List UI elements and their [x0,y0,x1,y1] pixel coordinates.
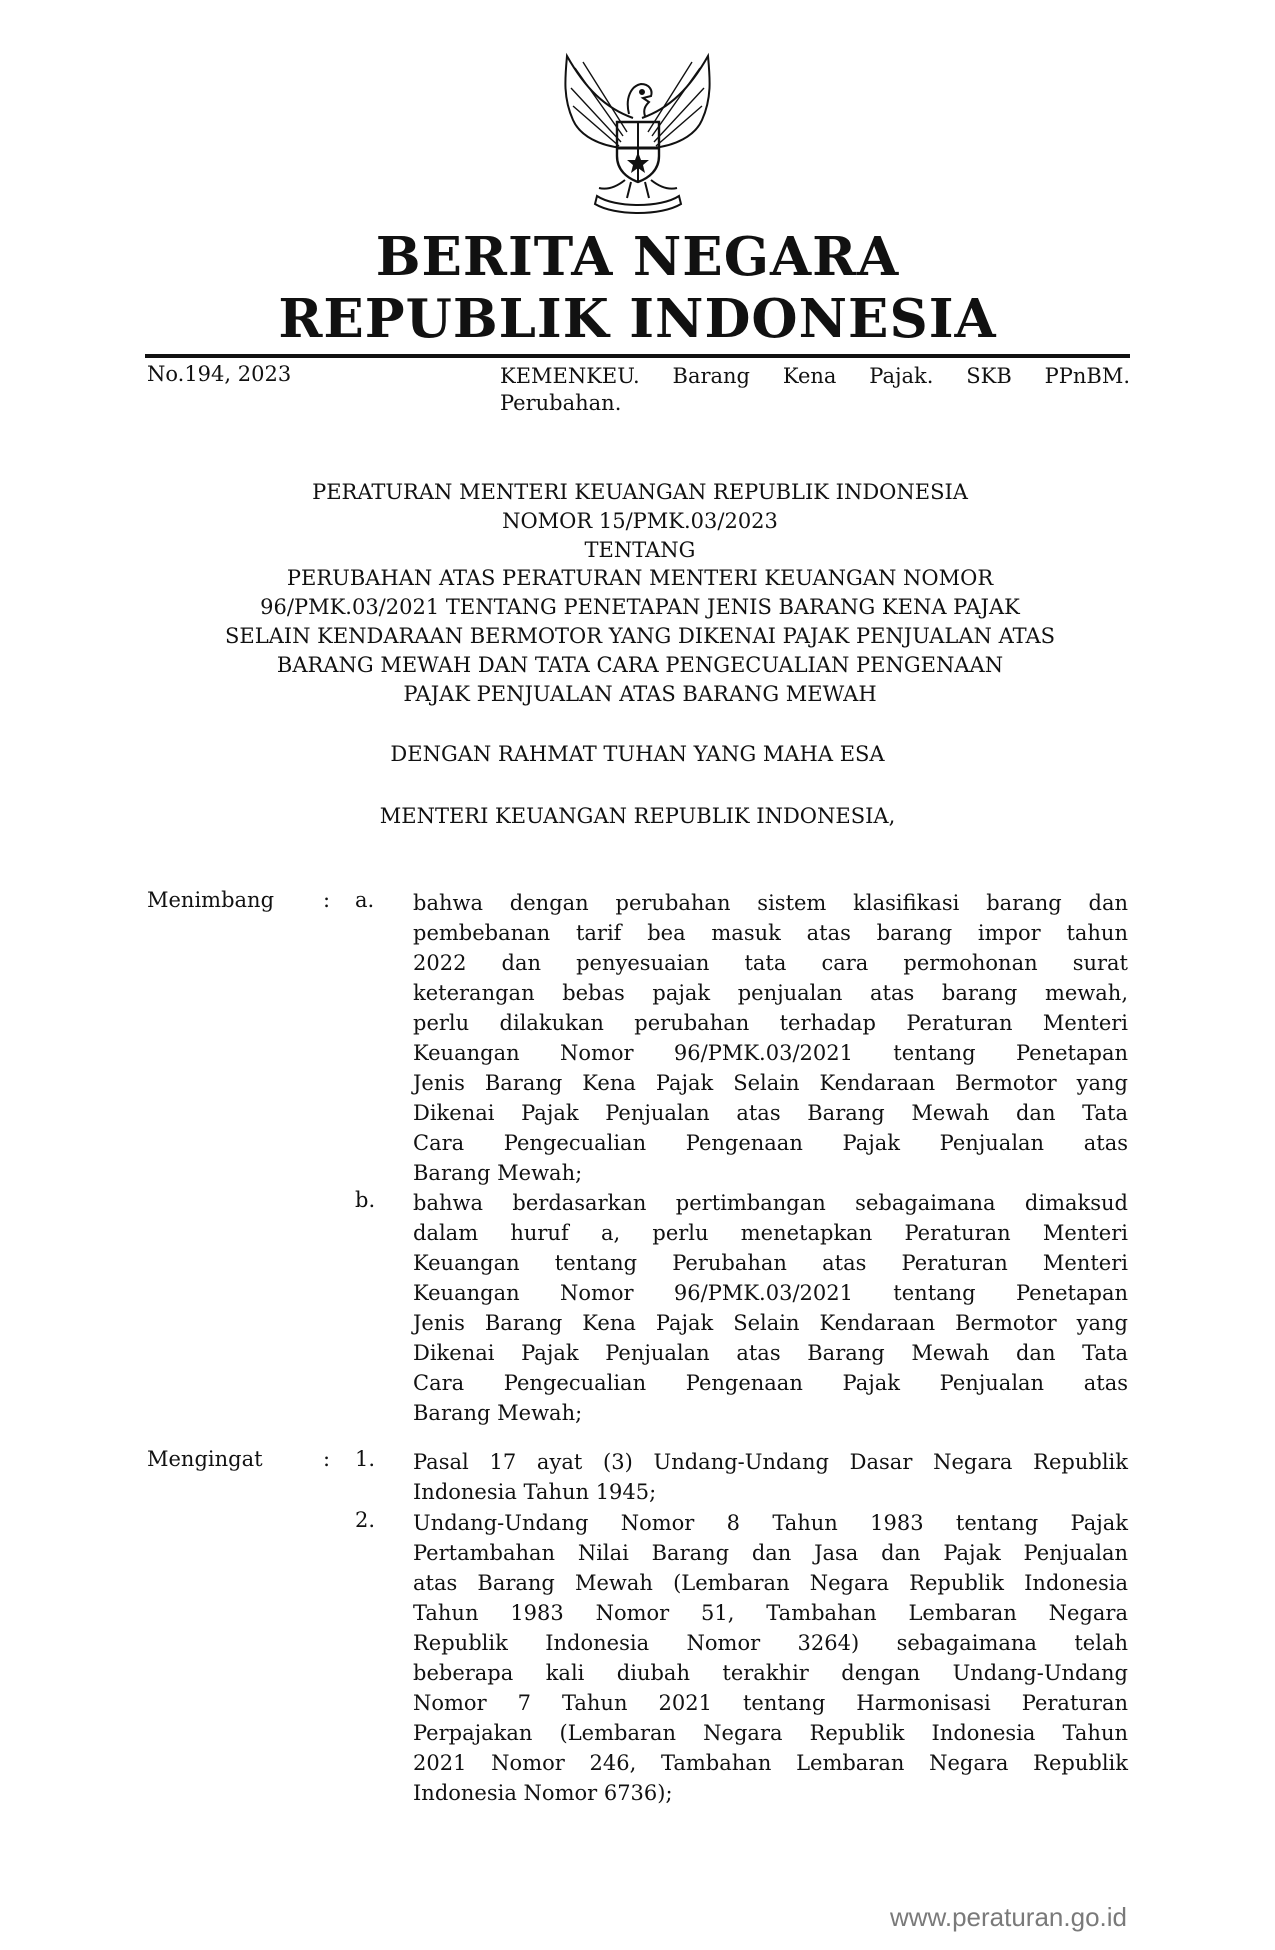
issuer: MENTERI KEUANGAN REPUBLIK INDONESIA, [379,804,896,828]
text-line: atas Barang Mewah (Lembaran Negara Republik Indonesia [413,1571,1128,1595]
menimbang-label: Menimbang [147,888,275,912]
title-line: SELAIN KENDARAAN BERMOTOR YANG DIKENAI PAJAK PENJUALAN ATAS [224,623,1056,648]
text-line: Perpajakan (Lembaran Negara Republik Indonesia Tahun [413,1721,1128,1745]
text-line: beberapa kali diubah terakhir dengan Undang-Undang [413,1661,1128,1685]
menimbang-item-number: a. [355,888,375,912]
text-line: Dikenai Pajak Penjualan atas Barang Mewah dan Tata [413,1341,1128,1365]
text-line: Indonesia Tahun 1945; [413,1480,657,1504]
title-line: PAJAK PENJUALAN ATAS BARANG MEWAH [403,681,877,706]
mengingat-item-2 [413,1508,1128,1808]
text-line: dalam huruf a, perlu menetapkan Peraturan Menteri [413,1221,1128,1245]
garuda-emblem [545,48,730,216]
masthead-subtitle: REPUBLIK INDONESIA [278,288,997,350]
invocation: DENGAN RAHMAT TUHAN YANG MAHA ESA [390,742,885,766]
text-line: Keuangan Nomor 96/PMK.03/2021 tentang Penetapan [413,1281,1128,1305]
regulation-title [140,478,1140,708]
menimbang-item-b [413,1188,1128,1428]
text-line: Republik Indonesia Nomor 3264) sebagaimana telah [413,1631,1128,1655]
header-divider [145,354,1130,358]
text-line: bahwa dengan perubahan sistem klasifikasi barang dan [413,891,1128,915]
gazette-subject: KEMENKEU. Barang Kena Pajak. SKB PPnBM. [500,364,1130,388]
text-line: Jenis Barang Kena Pajak Selain Kendaraan Bermotor yang [413,1071,1128,1095]
footer-url[interactable]: www.peraturan.go.id [889,1902,1127,1932]
title-line: 96/PMK.03/2021 TENTANG PENETAPAN JENIS BARANG KENA PAJAK [260,595,1020,620]
title-line: NOMOR 15/PMK.03/2023 [502,508,778,533]
text-line: perlu dilakukan perubahan terhadap Peraturan Menteri [413,1011,1128,1035]
text-line: Cara Pengecualian Pengenaan Pajak Penjualan atas [413,1131,1128,1155]
menimbang-item-a [413,888,1128,1188]
text-line: Keuangan Nomor 96/PMK.03/2021 tentang Penetapan [413,1041,1128,1065]
mengingat-item-number: 2. [355,1508,376,1532]
text-line: Jenis Barang Kena Pajak Selain Kendaraan Bermotor yang [413,1311,1128,1335]
title-line: BARANG MEWAH DAN TATA CARA PENGECUALIAN PENGENAAN [276,652,1004,677]
mengingat-colon: : [323,1447,331,1471]
text-line: pembebanan tarif bea masuk atas barang impor tahun [413,921,1128,945]
text-line: Indonesia Nomor 6736); [413,1781,673,1805]
text-line: Cara Pengecualian Pengenaan Pajak Penjualan atas [413,1371,1128,1395]
gazette-subject-continued: Perubahan. [500,391,622,415]
text-line: Barang Mewah; [413,1161,583,1185]
text-line: Nomor 7 Tahun 2021 tentang Harmonisasi Peraturan [413,1691,1128,1715]
text-line: Pasal 17 ayat (3) Undang-Undang Dasar Negara Republik [413,1450,1128,1474]
text-line: Dikenai Pajak Penjualan atas Barang Mewah dan Tata [413,1101,1128,1125]
mengingat-item-1 [413,1447,1128,1507]
text-line: 2022 dan penyesuaian tata cara permohonan surat [413,951,1128,975]
text-line: bahwa berdasarkan pertimbangan sebagaimana dimaksud [413,1191,1128,1215]
text-line: Tahun 1983 Nomor 51, Tambahan Lembaran Negara [413,1601,1128,1625]
menimbang-item-number: b. [355,1188,376,1212]
text-line: Undang-Undang Nomor 8 Tahun 1983 tentang Pajak [413,1511,1128,1535]
text-line: Barang Mewah; [413,1401,583,1425]
text-line: keterangan bebas pajak penjualan atas barang mewah, [413,981,1128,1005]
mengingat-item-number: 1. [355,1447,376,1471]
text-line: Pertambahan Nilai Barang dan Jasa dan Pajak Penjualan [413,1541,1128,1565]
title-line: TENTANG [584,537,696,562]
masthead-title: BERITA NEGARA [375,226,900,288]
gazette-number: No.194, 2023 [147,362,292,386]
text-line: Keuangan tentang Perubahan atas Peraturan Menteri [413,1251,1128,1275]
title-line: PERATURAN MENTERI KEUANGAN REPUBLIK INDONESIA [312,480,968,504]
menimbang-colon: : [323,888,331,912]
title-line: PERUBAHAN ATAS PERATURAN MENTERI KEUANGAN NOMOR [286,566,994,591]
mengingat-label: Mengingat [147,1447,263,1471]
text-line: 2021 Nomor 246, Tambahan Lembaran Negara Republik [413,1751,1128,1775]
